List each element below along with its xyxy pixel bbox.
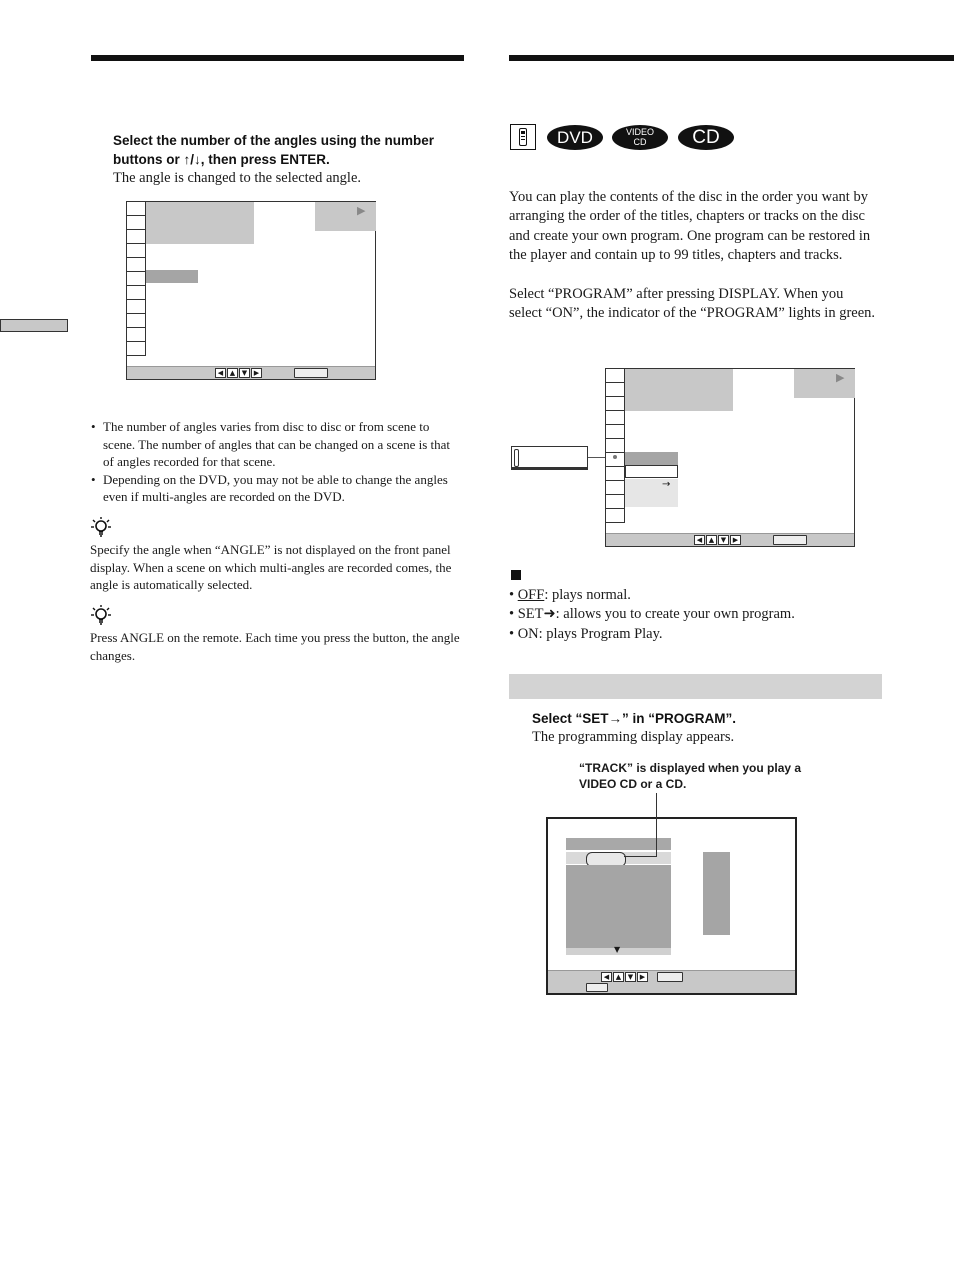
square-bullet [511, 570, 521, 580]
enter-key-icon [657, 972, 683, 982]
option-off: • OFF: plays normal. [509, 587, 631, 603]
front-panel-callout-box [511, 446, 588, 470]
cd-badge-label: CD [692, 127, 720, 148]
selected-angle-highlight [146, 270, 198, 283]
guide-bar [548, 970, 795, 993]
return-key-icon [586, 983, 608, 992]
track-callout-leader-v [656, 793, 657, 856]
notes-list [91, 418, 463, 506]
section-heading-band [509, 674, 882, 699]
tip-text-1: Specify the angle when “ANGLE” is not displayed on the front panel display. When a scene on which multi-angles are recorded comes, the angle is automatically selected. [90, 542, 452, 593]
lightbulb-icon [90, 516, 112, 538]
option-on-text: ON: plays Program Play. [517, 625, 663, 642]
video-cd-badge [612, 125, 668, 150]
cursor-keys-icon: ◀ ▲ ▼ ▶ [215, 368, 263, 386]
option-set: • SET➜: allows you to create your own program. [509, 606, 795, 623]
enter-key-icon [294, 368, 328, 378]
step-instruction-left: Select the number of the angles using the number buttons or ↑/↓, then press ENTER. [113, 133, 435, 167]
program-option-off [625, 465, 678, 478]
header-rule-left [91, 55, 464, 61]
cursor-keys-icon: ◀ ▲ ▼ ▶ [694, 535, 742, 553]
play-icon: ▶ [836, 371, 845, 384]
program-item-highlight [625, 452, 678, 465]
option-off-term: OFF [517, 587, 545, 603]
note-item: • Depending on the DVD, you may not be able to change the angles even if multi-angles are recorded on the DVD. [91, 471, 463, 506]
track-callout-leader-h [624, 856, 657, 857]
option-set-term: SET [517, 606, 544, 623]
video-cd-badge-top: VIDEO [625, 127, 654, 137]
step-result-right: The programming display appears. [532, 729, 735, 745]
enter-key-icon [773, 535, 807, 545]
note-item: • The number of angles varies from disc to disc or from scene to scene. The number of angles that can be changed on a scene is that of angles recorded for that scene. [91, 418, 463, 471]
cd-badge [678, 125, 734, 150]
status-panel [794, 369, 855, 398]
video-cd-badge-bottom: CD [633, 137, 647, 147]
step-result-left: The angle is changed to the selected angle. [113, 170, 362, 186]
option-on: • ON: plays Program Play. [509, 625, 663, 642]
scroll-down-icon: ▼ [614, 945, 621, 954]
play-icon: ▶ [357, 204, 366, 217]
intro-paragraph-2: Select “PROGRAM” after pressing DISPLAY. When you select “ON”, the indicator of the “PROGRAM” lights in green. [509, 286, 876, 322]
dvd-badge [547, 125, 603, 150]
lightbulb-icon [90, 604, 112, 626]
section-tab-marker [0, 319, 68, 332]
disc-info-panel [625, 369, 733, 411]
program-screen-diagram [605, 368, 855, 547]
menu-icon-column [127, 202, 146, 356]
set-arrow-icon: → [662, 479, 671, 490]
guide-bar [127, 366, 375, 379]
dvd-badge-label: DVD [557, 128, 593, 147]
menu-icon-column [606, 369, 625, 523]
remote-icon [510, 124, 536, 150]
disc-info-panel [146, 202, 254, 244]
intro-paragraph: You can play the contents of the disc in the order you want by arranging the order of the titles, chapters or tracks on the disc and create your own program. One program can be restored in the player and contain up to 99 titles, chapters and tracks. [509, 189, 871, 263]
angle-screen-diagram [126, 201, 376, 380]
status-panel [315, 202, 376, 231]
programming-screen [546, 817, 797, 995]
options-list [509, 586, 879, 644]
step-instruction-right: Select “SET→” in “PROGRAM”. [532, 711, 737, 726]
tip-text-2: Press ANGLE on the remote. Each time you press the button, the angle changes. [90, 630, 460, 663]
guide-bar [606, 533, 854, 546]
cursor-dot [613, 455, 617, 459]
header-rule-right [509, 55, 954, 61]
cursor-keys-icon: ◀ ▲ ▼ ▶ [601, 972, 649, 990]
chapter-list-panel [703, 852, 730, 935]
option-set-desc: : allows you to create your own program. [555, 606, 795, 623]
track-callout-text: “TRACK” is displayed when you play a VIDEO CD or a CD. [579, 761, 802, 791]
program-list-body [566, 865, 671, 948]
bold-arrow-icon: ➜ [543, 606, 556, 623]
option-off-desc: : plays normal. [544, 587, 631, 603]
